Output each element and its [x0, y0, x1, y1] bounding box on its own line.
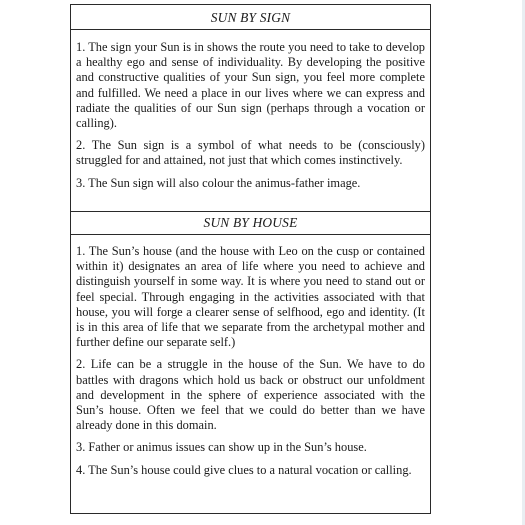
- house-item-1: 1. The Sun’s house (and the house with Leo on the cusp or contained within it) designates an area of life where you need to achieve and distinguish yourself in some way. It is where you need to stand out or feel special. Through engaging in the activities associated with that house, you will forge a clearer sense of selfhood, ego and identity. (It is in this area of life that we separate from the archetypal mother and further define our separate self.): [76, 244, 425, 350]
- sun-by-house-section: [71, 235, 430, 478]
- sun-by-sign-section: [71, 30, 430, 211]
- sun-by-sign-heading: SUN BY SIGN: [71, 5, 430, 30]
- sign-item-2: 2. The Sun sign is a symbol of what needs to be (consciously) struggled for and attained, not just that which comes instinctively.: [76, 138, 425, 168]
- sign-item-3: 3. The Sun sign will also colour the animus-father image.: [76, 175, 361, 190]
- house-item-4: 4. The Sun’s house could give clues to a natural vocation or calling.: [76, 462, 412, 477]
- house-item-2: 2. Life can be a struggle in the house of the Sun. We have to do battles with dragons which hold us back or obstruct our unfoldment and development in the sphere of experience associated with the Sun’s house. Often we feel that we could do better than we have already done in this domain.: [76, 357, 425, 433]
- sun-by-house-heading: SUN BY HOUSE: [71, 211, 430, 235]
- sun-table: [70, 4, 431, 514]
- sign-item-1: 1. The sign your Sun is in shows the route you need to take to develop a healthy ego and sense of individuality. By developing the positive and constructive qualities of your Sun sign, you feel more complete and fulfilled. We need a place in our lives where we can express and radiate the qualities of our Sun sign (perhaps through a vocation or calling).: [76, 40, 425, 131]
- house-item-3: 3. Father or animus issues can show up in the Sun’s house.: [76, 440, 367, 455]
